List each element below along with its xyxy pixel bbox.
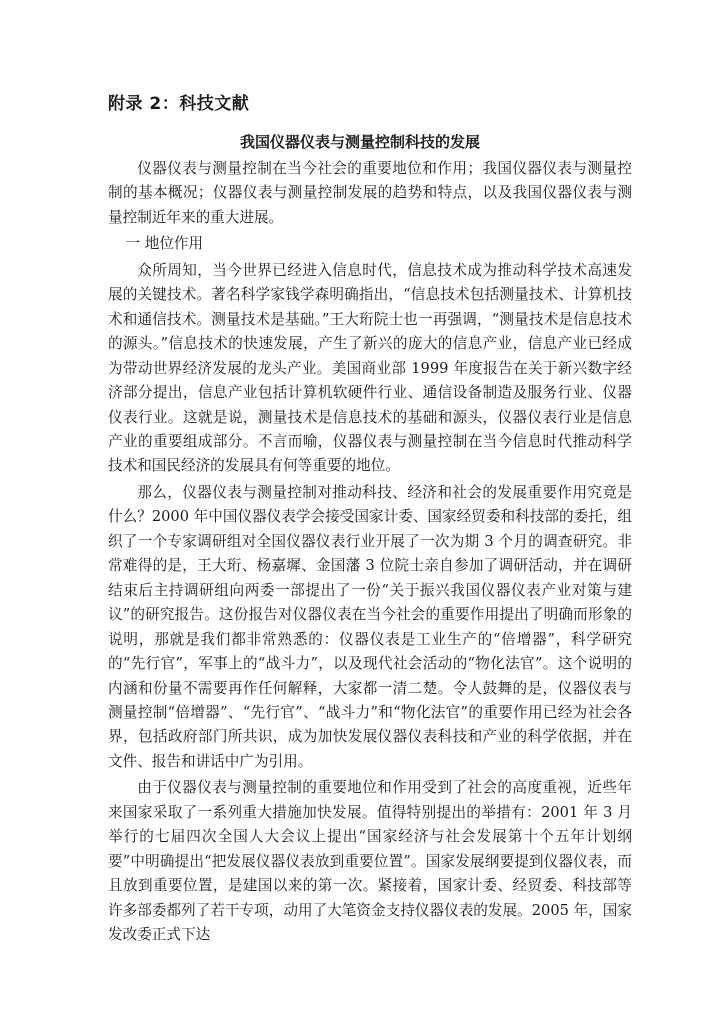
body-paragraph: 那么，仪器仪表与测量控制对推动科技、经济和社会的发展重要作用究竟是什么？2000 年中国仪器仪表学会接受国家计委、国家经贸委和科技部的委托，组织了一个专家调研组对全国仪器仪表行业开展了一次为期 3 个月的调查研究。非常难得的是，王大珩、杨嘉墀、金国藩 3 位院士亲自参加了调研活动，并在调研结束后主持调研组向两委一部提出了一份“关于振兴我国仪器仪表产业对策与建议”的研究报告。这份报告对仪器仪表在当今社会的重要作用提出了明确而形象的说明，那就是我们都非常熟悉的：仪器仪表是工业生产的“倍增器”，科学研究的“先行官”，军事上的“战斗力”，以及现代社会活动的“物化法官”。这个说明的内涵和份量不需要再作任何解释，大家都一清二楚。令人鼓舞的是，仪器仪表与测量控制“倍增器”、“先行官”、“战斗力”和“物化法官”的重要作用已经为社会各界，包括政府部门所共识，成为加快发展仪器仪表科技和产业的科学依据，并在文件、报告和讲话中广为引用。: [108, 483, 632, 770]
body-paragraph: 由于仪器仪表与测量控制的重要地位和作用受到了社会的高度重视，近些年来国家采取了一系列重大措施加快发展。值得特别提出的举措有：2001 年 3 月举行的七届四次全国人大会议上提出“国家经济与社会发展第十个五年计划纲要”中明确提出“把发展仪器仪表放到重要位置”。国家发展纲要提到仪器仪表，而且放到重要位置，是建国以来的第一次。紧接着，国家计委、经贸委、科技部等许多部委都列了若干专项，动用了大笔资金支持仪器仪表的发展。2005 年，国家发改委正式下达: [108, 779, 632, 944]
document-title: 我国仪器仪表与测量控制科技的发展: [239, 133, 480, 151]
document-body: [108, 157, 632, 950]
section-heading: 一 地位作用: [125, 235, 204, 253]
body-paragraph: 众所周知，当今世界已经进入信息时代，信息技术成为推动科学技术高速发展的关键技术。著名科学家钱学森明确指出，“信息技术包括测量技术、计算机技术和通信技术。测量技术是基础。”王大珩院士也一再强调，“测量技术是信息技术的源头。”信息技术的快速发展，产生了新兴的庞大的信息产业，信息产业已经成为带动世界经济发展的龙头产业。美国商业部 1999 年度报告在关于新兴数字经济部分提出，信息产业包括计算机软硬件行业、通信设备制造及服务行业、仪器仪表行业。这就是说，测量技术是信息技术的基础和源头，仪器仪表行业是信息产业的重要组成部分。不言而喻，仪器仪表与测量控制在当今信息时代推动科学技术和国民经济的发展具有何等重要的地位。: [108, 261, 632, 475]
appendix-heading: 附录 2：科技文献: [108, 94, 250, 114]
abstract-paragraph: 仪器仪表与测量控制在当今社会的重要地位和作用；我国仪器仪表与测量控制的基本概况；仪器仪表与测量控制发展的趋势和特点，以及我国仪器仪表与测量控制近年来的重大进展。: [108, 160, 632, 226]
